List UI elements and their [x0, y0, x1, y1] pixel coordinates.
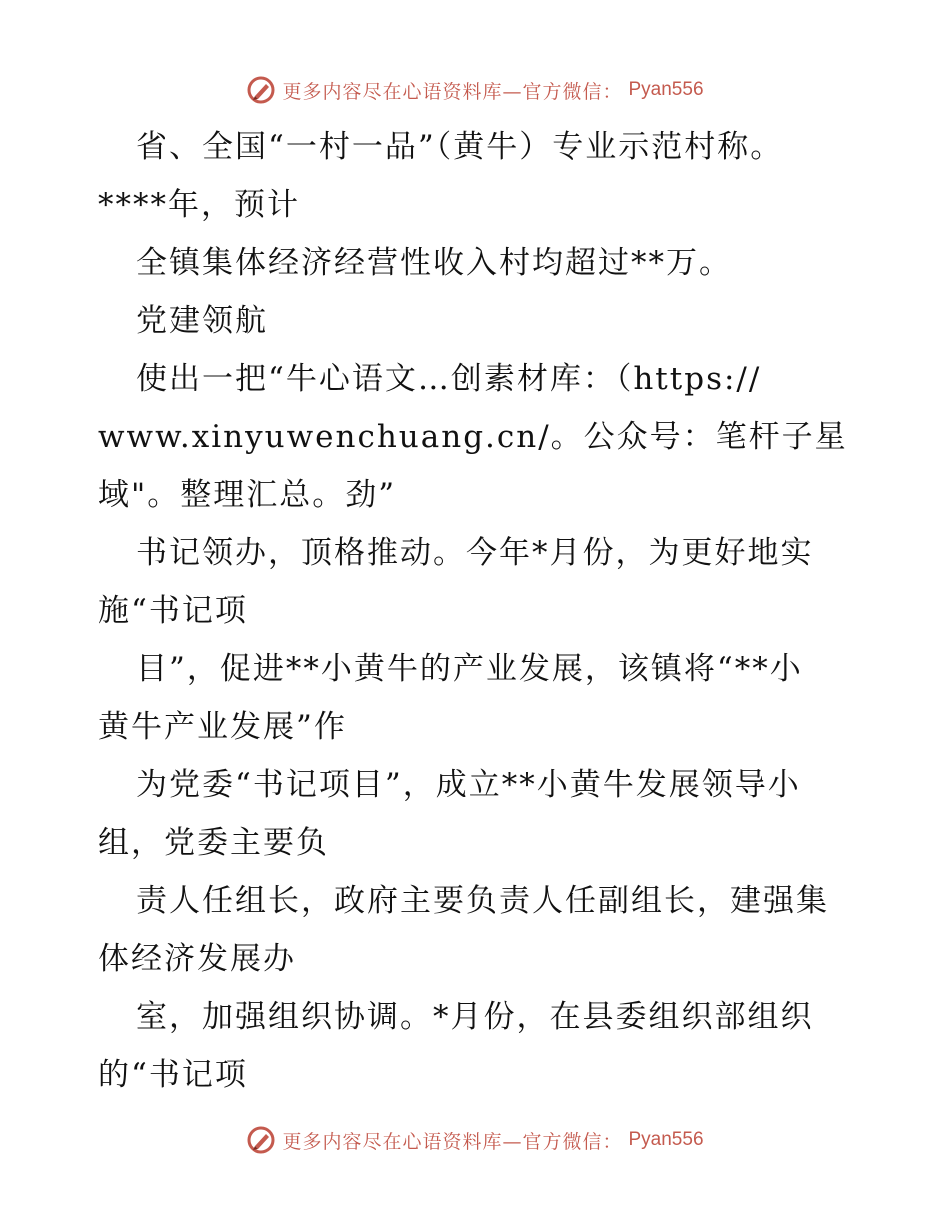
text-line-9: 施“书记项	[98, 593, 248, 629]
pen-logo-icon	[246, 1125, 276, 1155]
document-body	[98, 118, 878, 1104]
text-line-5: 使出一把“牛心语文…创素材库：（https://	[136, 361, 762, 397]
footer-banner-text: 更多内容尽在心语资料库—官方微信：	[282, 1130, 623, 1153]
text-line-13: 组，党委主要负	[98, 825, 329, 861]
text-line-6: www.xinyuwenchuang.cn/。公众号：笔杆子星	[98, 419, 848, 455]
header-banner-wechat: Pyan556	[628, 79, 704, 100]
header-banner	[0, 70, 950, 110]
text-line-12: 为党委“书记项目”，成立**小黄牛发展领导小	[136, 767, 801, 803]
header-banner-text: 更多内容尽在心语资料库—官方微信：	[282, 80, 623, 103]
text-line-16: 室，加强组织协调。*月份，在县委组织部组织	[136, 999, 814, 1035]
text-line-11: 黄牛产业发展”作	[98, 709, 347, 745]
text-line-7: 域"。整理汇总。劲”	[98, 477, 397, 513]
footer-banner-wechat: Pyan556	[628, 1129, 704, 1150]
text-line-3: 全镇集体经济经营性收入村均超过**万。	[136, 245, 732, 281]
text-line-14: 责人任组长，政府主要负责人任副组长，建强集	[136, 883, 829, 919]
text-line-10: 目”，促进**小黄牛的产业发展，该镇将“**小	[136, 651, 803, 687]
text-line-17: 的“书记项	[98, 1057, 248, 1093]
text-line-15: 体经济发展办	[98, 941, 296, 977]
text-line-8: 书记领办，顶格推动。今年*月份，为更好地实	[136, 535, 814, 571]
footer-banner	[0, 1120, 950, 1160]
text-line-2: ****年，预计	[98, 187, 300, 223]
section-heading: 党建领航	[136, 303, 268, 339]
text-line-1: 省、全国“一村一品”（黄牛）专业示范村称。	[136, 129, 784, 165]
pen-logo-icon	[246, 75, 276, 105]
